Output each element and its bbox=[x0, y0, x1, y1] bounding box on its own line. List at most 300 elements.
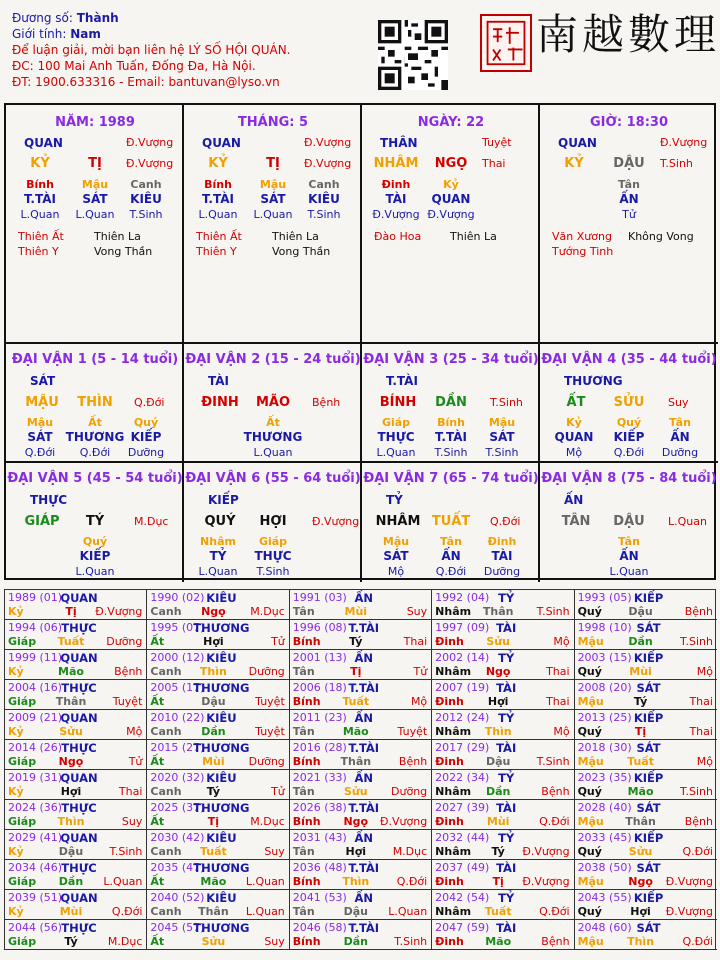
dai-van-chi: TÝ bbox=[85, 514, 105, 529]
dai-van-hidden-stage: L.Quan bbox=[376, 446, 416, 459]
year-can: Nhâm bbox=[435, 905, 472, 918]
year-can: Bính bbox=[292, 755, 321, 768]
hidden-can: Mậu bbox=[81, 178, 109, 191]
year-age: 1994 (06) bbox=[8, 621, 63, 634]
year-stage: Thai bbox=[403, 635, 428, 648]
year-age: 2024 (36) bbox=[8, 801, 63, 814]
dai-van-star: SÁT bbox=[30, 374, 56, 388]
year-cell bbox=[432, 740, 574, 770]
dai-van-hidden-stage: Mộ bbox=[565, 446, 583, 459]
dai-van-hidden-star: THỰC bbox=[377, 430, 415, 444]
pillar-stage: Thai bbox=[482, 157, 506, 170]
year-age: 1998 (10) bbox=[577, 621, 632, 634]
star-right-1: Không Vong bbox=[628, 230, 694, 243]
year-age: 2037 (49) bbox=[435, 861, 490, 874]
dai-van-star: T.TÀI bbox=[386, 374, 418, 388]
year-age: 2045 (57) bbox=[150, 921, 205, 934]
dai-van-hidden-star: THƯƠNG bbox=[65, 430, 125, 444]
year-can: Canh bbox=[150, 605, 182, 618]
year-can: Kỷ bbox=[8, 725, 24, 738]
year-cell bbox=[5, 590, 147, 620]
year-cell bbox=[147, 590, 289, 620]
year-star: KIẾP bbox=[633, 711, 664, 725]
year-cell bbox=[432, 920, 574, 950]
dai-van-title: ĐẠI VẬN 4 (35 - 44 tuổi) bbox=[541, 352, 717, 367]
year-can: Tân bbox=[292, 845, 315, 858]
year-star: ẤN bbox=[354, 771, 374, 785]
hidden-can: Canh bbox=[308, 178, 340, 191]
year-stage: L.Quan bbox=[388, 905, 428, 918]
year-age: 2016 (28) bbox=[292, 741, 347, 754]
hidden-stage: T.Sinh bbox=[129, 208, 163, 221]
year-age: 1990 (02) bbox=[150, 591, 205, 604]
dai-van-title: ĐẠI VẬN 7 (65 - 74 tuổi) bbox=[363, 471, 539, 486]
year-stage: M.Dục bbox=[250, 605, 285, 618]
pillar-stage: Đ.Vượng bbox=[304, 157, 352, 170]
dai-van-hidden-can: Đinh bbox=[487, 535, 517, 548]
year-chi: Tị bbox=[634, 725, 647, 738]
year-age: 1996 (08) bbox=[292, 621, 347, 634]
year-cell bbox=[432, 770, 574, 800]
year-stage: Thai bbox=[118, 785, 143, 798]
year-stage: T.Sinh bbox=[109, 845, 143, 858]
dai-van-chi: SỬU bbox=[613, 395, 645, 410]
year-age: 2034 (46) bbox=[8, 861, 63, 874]
dai-van-hidden-star: KIẾP bbox=[613, 430, 645, 444]
year-cell bbox=[147, 890, 289, 920]
year-stage: Q.Đới bbox=[396, 875, 428, 888]
pillar-can: NHÂM bbox=[373, 156, 419, 171]
year-cell bbox=[575, 890, 717, 920]
year-age: 1991 (03) bbox=[292, 591, 347, 604]
dai-van-can: NHÂM bbox=[375, 514, 421, 529]
year-cell bbox=[290, 800, 432, 830]
year-age: 2002 (14) bbox=[435, 651, 490, 664]
dai-van-chi: DẦN bbox=[435, 395, 467, 410]
year-stage: Mộ bbox=[553, 635, 570, 648]
year-age: 2017 (29) bbox=[435, 741, 490, 754]
year-can: Mậu bbox=[577, 635, 604, 648]
dai-van-hidden-stage: Dưỡng bbox=[483, 565, 521, 578]
year-stage: Q.Đới bbox=[682, 935, 713, 948]
year-can: Kỷ bbox=[8, 605, 24, 618]
pillar-title: NGÀY: 22 bbox=[417, 115, 485, 130]
year-star: QUAN bbox=[60, 831, 98, 845]
year-chi: Sửu bbox=[59, 725, 83, 738]
hidden-can: Canh bbox=[130, 178, 162, 191]
hidden-can: Bính bbox=[204, 178, 232, 191]
pillar-stage-top: Tuyệt bbox=[482, 136, 512, 149]
header bbox=[12, 10, 290, 90]
dai-van-hidden-stage: Q.Đới bbox=[24, 446, 56, 459]
pillar-chi: TỊ bbox=[266, 156, 280, 171]
year-age: 2039 (51) bbox=[8, 891, 63, 904]
year-age: 2041 (53) bbox=[292, 891, 347, 904]
year-cell bbox=[5, 710, 147, 740]
year-cell bbox=[147, 860, 289, 890]
year-stage: Đ.Vượng bbox=[522, 845, 570, 858]
dai-van-can: ẤT bbox=[566, 395, 586, 410]
hidden-can: Mậu bbox=[259, 178, 287, 191]
year-cell bbox=[432, 860, 574, 890]
dai-van-hidden-can: Ất bbox=[266, 416, 280, 429]
year-age: 2048 (60) bbox=[577, 921, 632, 934]
dai-van-can: BÍNH bbox=[379, 395, 417, 410]
year-can: Canh bbox=[150, 665, 182, 678]
dai-van-cell bbox=[540, 344, 718, 463]
year-can: Mậu bbox=[577, 815, 604, 828]
dai-van-star: THỰC bbox=[30, 493, 68, 507]
year-cell bbox=[575, 770, 717, 800]
year-cell bbox=[432, 710, 574, 740]
year-cell bbox=[5, 860, 147, 890]
year-stage: Dưỡng bbox=[106, 635, 143, 648]
year-chi: Mão bbox=[200, 875, 227, 888]
star-right-2: Vong Thần bbox=[94, 245, 153, 258]
year-can: Đinh bbox=[435, 695, 464, 708]
dai-van-hidden-stage: Q.Đới bbox=[435, 565, 467, 578]
year-can: Giáp bbox=[8, 935, 37, 948]
year-cell bbox=[290, 920, 432, 950]
year-stage: Thai bbox=[546, 695, 570, 708]
dai-van-hidden-can: Quý bbox=[133, 416, 159, 429]
pillar-star: QUAN bbox=[24, 136, 63, 150]
year-age: 2040 (52) bbox=[150, 891, 205, 904]
year-age: 2030 (42) bbox=[150, 831, 205, 844]
dai-van-chi: HỢI bbox=[259, 514, 287, 529]
year-stage: Bệnh bbox=[114, 665, 143, 678]
dai-van-star: ẤN bbox=[564, 493, 584, 507]
year-stage: Suy bbox=[264, 845, 285, 858]
year-chi: Mão bbox=[627, 785, 654, 798]
dai-van-star: TÀI bbox=[208, 374, 230, 388]
year-chi: Thìn bbox=[627, 935, 655, 948]
year-chi: Dậu bbox=[485, 755, 511, 768]
year-stage: Mộ bbox=[410, 695, 428, 708]
year-cell bbox=[432, 590, 574, 620]
phone-email: ĐT: 1900.633316 - Email: bantuvan@lyso.vn bbox=[12, 75, 280, 89]
year-age: 1997 (09) bbox=[435, 621, 490, 634]
year-cell bbox=[290, 650, 432, 680]
year-cell bbox=[575, 860, 717, 890]
pillar-cell bbox=[540, 105, 718, 344]
year-star: THƯƠNG bbox=[193, 801, 250, 815]
year-age: 2011 (23) bbox=[292, 711, 347, 724]
hidden-star: T.TÀI bbox=[24, 192, 56, 206]
year-stage: T.Sinh bbox=[536, 605, 570, 618]
dai-van-star: TỶ bbox=[386, 493, 403, 507]
year-cell bbox=[290, 830, 432, 860]
hidden-stage: L.Quan bbox=[20, 208, 60, 221]
year-chi: Thân bbox=[482, 605, 514, 618]
dai-van-hidden-star: SÁT bbox=[489, 430, 515, 444]
hidden-star: QUAN bbox=[431, 192, 471, 206]
year-age: 2038 (50) bbox=[577, 861, 632, 874]
year-stage: Mộ bbox=[696, 665, 713, 678]
year-age: 2001 (13) bbox=[292, 651, 347, 664]
year-star: THƯƠNG bbox=[193, 681, 250, 695]
dai-van-cell bbox=[6, 344, 184, 463]
pillar-stage-top: Đ.Vượng bbox=[660, 136, 708, 149]
year-chi: Hợi bbox=[203, 635, 224, 648]
year-can: Tân bbox=[292, 665, 315, 678]
year-stage: Bệnh bbox=[541, 935, 570, 948]
year-age: 2022 (34) bbox=[435, 771, 490, 784]
logo-text: 南越數理 bbox=[536, 10, 720, 59]
year-star: QUAN bbox=[60, 591, 98, 605]
year-cell bbox=[432, 800, 574, 830]
year-chi: Tý bbox=[349, 635, 363, 648]
dai-van-hidden-can: Tân bbox=[440, 535, 462, 548]
year-star: THỰC bbox=[61, 681, 97, 695]
year-can: Bính bbox=[292, 875, 321, 888]
year-star: T.TÀI bbox=[348, 681, 380, 695]
year-stage: T.Sinh bbox=[536, 755, 570, 768]
year-cell bbox=[5, 650, 147, 680]
dai-van-hidden-stage: Mộ bbox=[387, 565, 405, 578]
year-star: KIÊU bbox=[206, 591, 237, 605]
dai-van-title: ĐẠI VẬN 3 (25 - 34 tuổi) bbox=[363, 352, 539, 367]
year-cell bbox=[147, 740, 289, 770]
hidden-can: Tân bbox=[618, 178, 640, 191]
year-chi: Dậu bbox=[58, 845, 84, 858]
year-chi: Mùi bbox=[486, 815, 510, 828]
dai-van-cell bbox=[184, 463, 362, 582]
pillar-chi: DẬU bbox=[613, 156, 645, 171]
dai-van-title: ĐẠI VẬN 2 (15 - 24 tuổi) bbox=[185, 352, 361, 367]
year-stage: Tuyệt bbox=[397, 725, 428, 738]
star-right-1: Thiên La bbox=[272, 230, 319, 243]
year-cell bbox=[290, 890, 432, 920]
year-stage: Đ.Vượng bbox=[379, 815, 428, 828]
hidden-stage: L.Quan bbox=[75, 208, 115, 221]
dai-van-stage: L.Quan bbox=[668, 515, 707, 528]
pillar-title: THÁNG: 5 bbox=[237, 115, 309, 130]
dai-van-hidden-stage: L.Quan bbox=[75, 565, 115, 578]
pillar-star: THÂN bbox=[380, 136, 418, 150]
year-star: TỶ bbox=[498, 591, 515, 605]
year-star: KIÊU bbox=[206, 651, 237, 665]
dai-van-title: ĐẠI VẬN 6 (55 - 64 tuổi) bbox=[185, 471, 361, 486]
year-star: THỰC bbox=[61, 621, 97, 635]
year-cell bbox=[5, 620, 147, 650]
year-age: 2006 (18) bbox=[292, 681, 347, 694]
year-cell bbox=[290, 710, 432, 740]
year-stage: Mộ bbox=[126, 725, 143, 738]
pillar-can: KỶ bbox=[208, 156, 228, 171]
pillar-stage-top: Đ.Vượng bbox=[304, 136, 352, 149]
year-stage: T.Sinh bbox=[680, 635, 713, 648]
year-cell bbox=[290, 770, 432, 800]
year-chi: Thân bbox=[198, 905, 229, 918]
year-age: 2029 (41) bbox=[8, 831, 63, 844]
year-can: Mậu bbox=[577, 875, 604, 888]
year-age: 2032 (44) bbox=[435, 831, 490, 844]
year-age: 2000 (12) bbox=[150, 651, 205, 664]
hidden-star: TÀI bbox=[385, 192, 407, 206]
year-stage: Tuyệt bbox=[255, 695, 285, 708]
year-can: Quý bbox=[577, 605, 602, 618]
year-star: QUAN bbox=[60, 711, 98, 725]
year-can: Giáp bbox=[8, 695, 37, 708]
pillar-can: KỶ bbox=[564, 156, 584, 171]
hidden-stage: Đ.Vượng bbox=[372, 208, 420, 221]
year-star: ẤN bbox=[354, 831, 374, 845]
dai-van-hidden-stage: Dưỡng bbox=[127, 446, 165, 459]
dai-van-hidden-can: Giáp bbox=[258, 535, 288, 548]
dai-van-hidden-star: KIẾP bbox=[130, 430, 162, 444]
year-star: SÁT bbox=[636, 801, 661, 815]
dai-van-hidden-stage: T.Sinh bbox=[434, 446, 468, 459]
year-cell bbox=[575, 590, 717, 620]
hidden-stage: L.Quan bbox=[198, 208, 238, 221]
year-cell bbox=[575, 710, 717, 740]
year-age: 2019 (31) bbox=[8, 771, 63, 784]
star-left-2: Tướng Tinh bbox=[552, 245, 614, 258]
year-age: 2007 (19) bbox=[435, 681, 490, 694]
year-stage: Dưỡng bbox=[248, 665, 285, 678]
year-age: 2046 (58) bbox=[292, 921, 347, 934]
year-stage: L.Quan bbox=[103, 875, 143, 888]
dai-van-hidden-star: QUAN bbox=[554, 430, 594, 444]
year-cell bbox=[5, 680, 147, 710]
dai-van-cell bbox=[540, 463, 718, 582]
pillar-title: NĂM: 1989 bbox=[55, 115, 135, 130]
dai-van-hidden-stage: Q.Đới bbox=[79, 446, 111, 459]
year-can: Nhâm bbox=[435, 725, 472, 738]
year-cell bbox=[147, 770, 289, 800]
dai-van-title: ĐẠI VẬN 5 (45 - 54 tuổi) bbox=[7, 471, 183, 486]
year-stage: Thai bbox=[689, 725, 713, 738]
year-age: 2003 (15) bbox=[577, 651, 632, 664]
year-star: THƯƠNG bbox=[193, 621, 250, 635]
year-cell bbox=[5, 800, 147, 830]
year-stage: T.Sinh bbox=[680, 785, 713, 798]
gender-value: Nam bbox=[70, 27, 101, 41]
hidden-star: SÁT bbox=[260, 192, 286, 206]
year-age: 1999 (11) bbox=[8, 651, 63, 664]
pillar-cell bbox=[362, 105, 540, 344]
year-age: 2021 (33) bbox=[292, 771, 347, 784]
red-seal-icon bbox=[480, 14, 532, 72]
dai-van-hidden-stage: Dưỡng bbox=[661, 446, 699, 459]
hidden-star: KIÊU bbox=[130, 192, 162, 206]
year-cell bbox=[5, 830, 147, 860]
year-can: Tân bbox=[292, 785, 315, 798]
year-star: ẤN bbox=[354, 591, 374, 605]
year-star: KIẾP bbox=[633, 891, 664, 905]
year-chi: Tuất bbox=[342, 695, 370, 708]
year-age: 2036 (48) bbox=[292, 861, 347, 874]
year-star: KIẾP bbox=[633, 831, 664, 845]
year-age: 2033 (45) bbox=[577, 831, 632, 844]
year-star: THỰC bbox=[61, 861, 97, 875]
year-age: 2042 (54) bbox=[435, 891, 490, 904]
year-star: QUAN bbox=[60, 651, 98, 665]
year-age: 2004 (16) bbox=[8, 681, 63, 694]
dai-van-can: ĐINH bbox=[201, 395, 239, 410]
year-star: T.TÀI bbox=[348, 621, 380, 635]
year-star: T.TÀI bbox=[348, 921, 380, 935]
pillar-star: QUAN bbox=[558, 136, 597, 150]
year-star: SÁT bbox=[636, 741, 661, 755]
year-star: TỶ bbox=[498, 831, 515, 845]
year-chi: Hợi bbox=[345, 845, 367, 858]
year-chi: Dần bbox=[343, 935, 368, 948]
year-star: ẤN bbox=[354, 711, 374, 725]
dai-van-cell bbox=[362, 463, 540, 582]
yearly-table bbox=[4, 589, 716, 950]
year-star: THƯƠNG bbox=[193, 861, 250, 875]
year-can: Giáp bbox=[8, 755, 37, 768]
year-age: 2031 (43) bbox=[292, 831, 347, 844]
dai-van-stage: Q.Đới bbox=[490, 515, 521, 528]
hidden-star: KIÊU bbox=[308, 192, 340, 206]
year-can: Kỷ bbox=[8, 665, 24, 678]
year-cell bbox=[147, 620, 289, 650]
dai-van-hidden-can: Ất bbox=[88, 416, 102, 429]
year-stage: Q.Đới bbox=[539, 815, 570, 828]
dai-van-chi: DẬU bbox=[613, 514, 645, 529]
dai-van-stage: Đ.Vượng bbox=[312, 515, 360, 528]
year-cell bbox=[147, 830, 289, 860]
year-age: 2028 (40) bbox=[577, 801, 632, 814]
dai-van-hidden-can: Quý bbox=[82, 535, 108, 548]
year-star: KIÊU bbox=[206, 771, 237, 785]
year-can: Quý bbox=[577, 905, 602, 918]
year-chi: Sửu bbox=[486, 635, 510, 648]
year-chi: Thân bbox=[55, 695, 87, 708]
year-chi: Tị bbox=[350, 665, 362, 678]
year-cell bbox=[432, 620, 574, 650]
year-stage: Thai bbox=[689, 695, 713, 708]
year-cell bbox=[290, 620, 432, 650]
star-left-2: Thiên Y bbox=[196, 245, 237, 258]
year-stage: Tử bbox=[128, 755, 143, 768]
year-chi: Mùi bbox=[59, 905, 83, 918]
year-stage: Q.Đới bbox=[682, 845, 713, 858]
star-left-1: Đào Hoa bbox=[374, 230, 422, 243]
year-can: Mậu bbox=[577, 755, 604, 768]
dai-van-can: GIÁP bbox=[24, 514, 60, 529]
year-star: SÁT bbox=[636, 921, 661, 935]
year-star: KIÊU bbox=[206, 891, 237, 905]
year-cell bbox=[290, 860, 432, 890]
year-cell bbox=[575, 680, 717, 710]
dai-van-hidden-can: Kỷ bbox=[566, 416, 582, 429]
pillar-title: GIỜ: 18:30 bbox=[590, 115, 668, 130]
dai-van-hidden-stage: Q.Đới bbox=[613, 446, 645, 459]
year-star: TÀI bbox=[496, 741, 517, 755]
dai-van-hidden-star: THƯƠNG bbox=[243, 430, 303, 444]
year-star: SÁT bbox=[636, 681, 661, 695]
year-chi: Dần bbox=[201, 725, 226, 738]
year-star: TỶ bbox=[498, 711, 515, 725]
year-cell bbox=[575, 920, 717, 950]
year-chi: Dần bbox=[485, 785, 511, 798]
year-chi: Tuất bbox=[484, 905, 512, 918]
year-can: Quý bbox=[577, 665, 602, 678]
year-can: Đinh bbox=[435, 935, 464, 948]
year-star: TÀI bbox=[496, 681, 517, 695]
year-chi: Mùi bbox=[202, 755, 225, 768]
year-age: 2026 (38) bbox=[292, 801, 347, 814]
dai-van-hidden-can: Mậu bbox=[26, 416, 54, 429]
dai-van-hidden-star: T.TÀI bbox=[435, 430, 467, 444]
dai-van-hidden-can: Quý bbox=[616, 416, 642, 429]
dai-van-hidden-can: Tân bbox=[669, 416, 691, 429]
pillar-stage: T.Sinh bbox=[660, 157, 693, 170]
